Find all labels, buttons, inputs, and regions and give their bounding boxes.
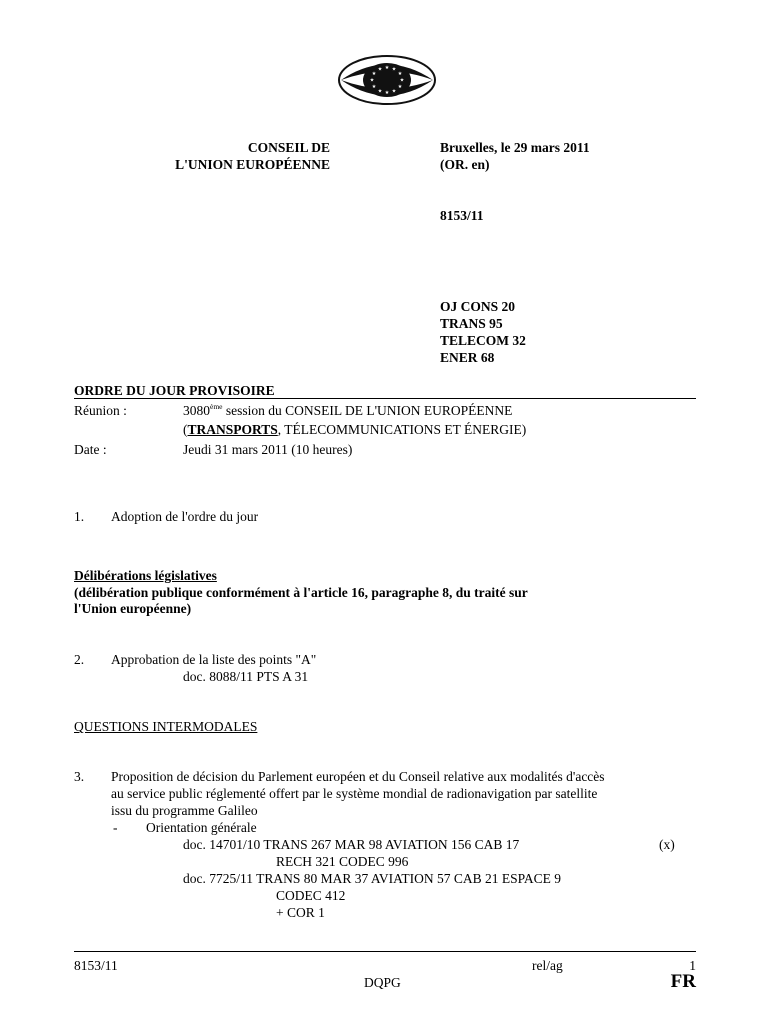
code-ener: ENER 68 xyxy=(440,350,495,365)
svg-text:★: ★ xyxy=(371,84,377,90)
item-3-line3: issu du programme Galileo xyxy=(111,803,258,818)
council-configuration xyxy=(183,421,526,438)
svg-text:★: ★ xyxy=(377,88,383,95)
config-open-paren: ( xyxy=(183,422,188,437)
session-text: session du CONSEIL DE L'UNION EUROPÉENNE xyxy=(222,403,513,418)
footer-department: DQPG xyxy=(364,975,401,990)
footer-initials: rel/ag xyxy=(532,958,563,973)
footer-divider xyxy=(74,951,696,952)
council-logo-icon xyxy=(338,55,436,105)
item-3-number: 3. xyxy=(74,769,85,784)
item-3-line2: au service public réglementé offert par le système mondial de radionavigation par satellite xyxy=(111,786,598,801)
code-telecom: TELECOM 32 xyxy=(440,333,526,348)
item-3-doc2-line2: CODEC 412 xyxy=(276,888,346,903)
document-number: 8153/11 xyxy=(440,208,484,223)
item-1-text: Adoption de l'ordre du jour xyxy=(111,509,259,524)
meeting-label: Réunion : xyxy=(74,403,127,418)
item-3-doc1-line2: RECH 321 CODEC 996 xyxy=(276,854,409,869)
place-date: Bruxelles, le 29 mars 2011 xyxy=(440,140,590,155)
svg-text:★: ★ xyxy=(371,71,377,77)
session-number: 3080 xyxy=(183,403,210,418)
item-2-text: Approbation de la liste des points "A" xyxy=(111,652,317,667)
section-intermodal: QUESTIONS INTERMODALES xyxy=(74,719,258,734)
svg-text:★: ★ xyxy=(399,77,405,84)
footer-doc-number: 8153/11 xyxy=(74,958,118,973)
svg-text:★: ★ xyxy=(384,90,390,96)
council-name-line2: L'UNION EUROPÉENNE xyxy=(175,157,330,172)
footer-language: FR xyxy=(670,971,696,992)
item-2-number: 2. xyxy=(74,652,85,667)
svg-text:★: ★ xyxy=(384,65,390,71)
item-1-number: 1. xyxy=(74,509,85,524)
svg-text:★: ★ xyxy=(377,66,383,73)
code-oj-cons: OJ CONS 20 xyxy=(440,299,516,314)
item-3-sub: Orientation générale xyxy=(146,820,257,835)
item-3-doc1-line1: doc. 14701/10 TRANS 267 MAR 98 AVIATION 156 CAB 17 xyxy=(183,837,520,852)
footer-page-number: 1 xyxy=(689,958,696,973)
svg-text:★: ★ xyxy=(369,77,375,84)
agenda-title: ORDRE DU JOUR PROVISOIRE xyxy=(74,383,275,398)
item-3-doc2-line3: + COR 1 xyxy=(276,905,325,920)
item-3-dash: - xyxy=(113,820,118,835)
legislative-note-line1: (délibération publique conformément à l'article 16, paragraphe 8, du traité sur xyxy=(74,585,528,600)
title-divider xyxy=(74,398,696,399)
date-label: Date : xyxy=(74,442,107,457)
meeting-session xyxy=(183,402,512,419)
config-transports: TRANSPORTS xyxy=(187,422,278,437)
legislative-note-line2: l'Union européenne) xyxy=(74,601,192,616)
svg-text:★: ★ xyxy=(391,66,397,73)
session-ordinal: ème xyxy=(210,402,223,411)
original-language: (OR. en) xyxy=(440,157,490,172)
date-value: Jeudi 31 mars 2011 (10 heures) xyxy=(183,442,353,457)
council-name-line1: CONSEIL DE xyxy=(247,140,330,155)
svg-text:★: ★ xyxy=(397,71,403,77)
config-rest: , TÉLECOMMUNICATIONS ET ÉNERGIE) xyxy=(277,422,527,437)
item-3-doc2-line1: doc. 7725/11 TRANS 80 MAR 37 AVIATION 57 CAB 21 ESPACE 9 xyxy=(183,871,562,886)
svg-text:★: ★ xyxy=(397,84,403,90)
svg-text:★: ★ xyxy=(391,88,397,95)
item-2-doc: doc. 8088/11 PTS A 31 xyxy=(183,669,309,684)
item-3-mark: (x) xyxy=(659,837,675,852)
legislative-title: Délibérations législatives xyxy=(74,568,217,583)
code-trans: TRANS 95 xyxy=(440,316,503,331)
item-3-line1: Proposition de décision du Parlement européen et du Conseil relative aux modalités d'accès xyxy=(111,769,605,784)
